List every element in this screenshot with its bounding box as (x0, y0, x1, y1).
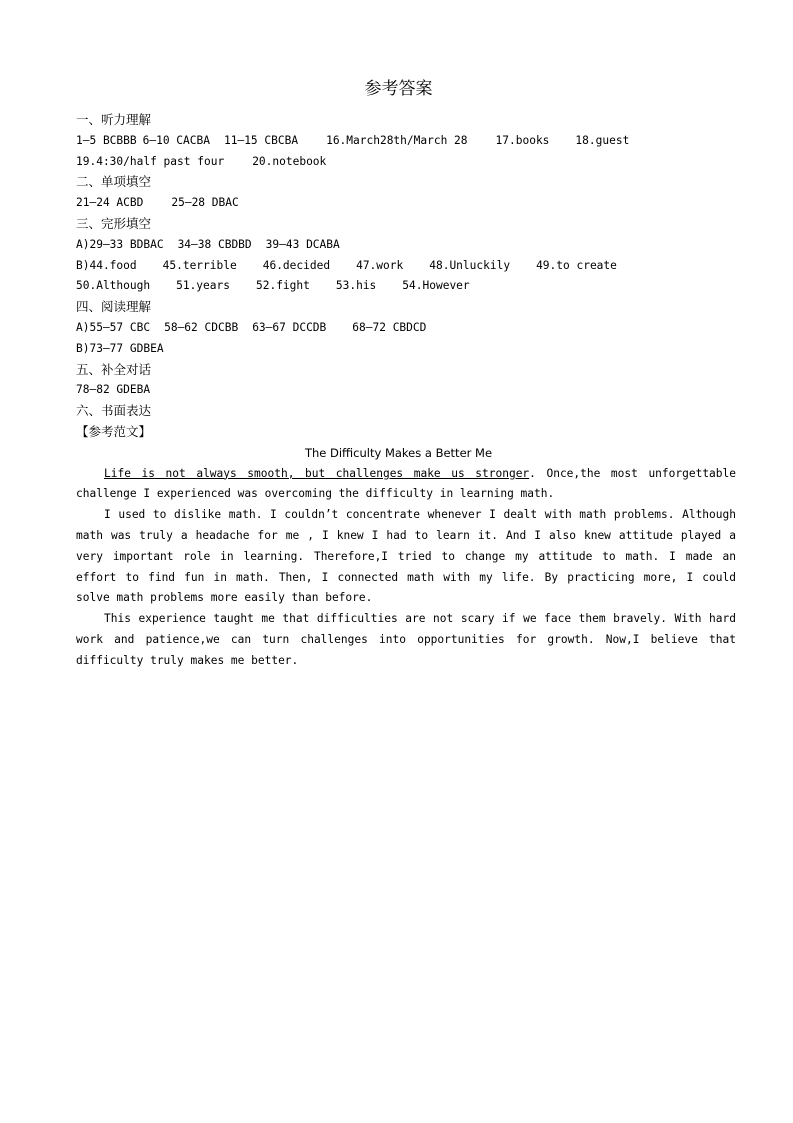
answer-group: 1—5 BCBBB (76, 133, 137, 147)
answer-group: 11—15 CBCBA (223, 133, 299, 147)
essay-paragraph-1 (76, 464, 736, 506)
answer-group: 54.However (402, 279, 470, 293)
answer-group: A)55—57 CBC (76, 320, 151, 334)
answer-line-cloze-b-1 (76, 256, 736, 277)
answer-group: 34—38 CBDBD (177, 237, 252, 251)
answer-line-reading-a (76, 318, 736, 339)
answer-group: 39—43 DCABA (265, 237, 340, 251)
section-heading-writing: 六、书面表达 (76, 403, 152, 419)
answer-group: 51.years (176, 279, 230, 293)
answer-group: 20.notebook (252, 154, 327, 168)
section-heading-reading: 四、阅读理解 (76, 299, 152, 315)
essay-paragraph-3: This experience taught me that difficulties are not scary if we face them bravely. With hard work and patience,we can turn challenges into opportunities for growth. Now,I believe that difficulty truly makes me better. (76, 612, 736, 667)
essay-paragraph-1-rest: . Once,the most unforgettable challenge I experienced was overcoming the difficulty in learning math. (76, 466, 737, 501)
answer-group: 53.his (335, 279, 377, 293)
section-heading-single-choice: 二、单项填空 (76, 174, 152, 190)
answer-group: 45.terrible (162, 258, 237, 272)
answer-group: 58—62 CDCBB (164, 320, 239, 334)
answer-group: 50.Although (76, 279, 151, 293)
answer-group: 63—67 DCCDB (252, 320, 327, 334)
answer-group: 18.guest (575, 133, 630, 147)
answer-group: 19.4:30/half past four (76, 154, 225, 168)
answer-line-cloze-b-2 (76, 276, 736, 297)
answer-group: 46.decided (262, 258, 331, 272)
answer-group: 68—72 CBDCD (352, 320, 427, 334)
answer-group: A)29—33 BDBAC (76, 237, 164, 251)
answer-group: 48.Unluckily (429, 258, 511, 272)
answer-line-single-choice (76, 193, 736, 214)
answer-line-cloze-a (76, 235, 736, 256)
answer-line-reading-b: B)73—77 GDBEA (76, 341, 164, 355)
answer-group: 52.fight (255, 279, 310, 293)
answer-line-dialogue: 78—82 GDEBA (76, 383, 151, 397)
page-title: 参考答案 (364, 79, 433, 99)
answer-group: 16.March28th/March 28 (326, 133, 468, 147)
answer-group: 49.to create (536, 258, 617, 272)
section-heading-cloze: 三、完形填空 (76, 215, 152, 231)
essay-thesis-underlined: Life is not always smooth, but challenges make us stronger (104, 466, 530, 480)
answer-line-listening-1 (76, 131, 736, 152)
answer-group: 6—10 CACBA (142, 133, 210, 147)
answer-group: 17.books (495, 133, 550, 147)
answer-line-listening-2 (76, 152, 736, 173)
answer-group: 47.work (356, 258, 404, 272)
section-heading-listening: 一、听力理解 (76, 112, 152, 127)
answer-content (76, 110, 736, 672)
section-heading-dialogue: 五、补全对话 (76, 361, 152, 377)
answer-group: B)44.food (76, 258, 137, 272)
essay-paragraph-2: I used to dislike math. I couldn’t concentrate whenever I dealt with math problems. Although math was truly a headache for me , I knew I had to learn it. And I also knew attitude played a very important role in learning. Therefore,I tried to change my attitude to math. I made an effort to find fun in math. Then, I connected math with my life. By practicing more, I could solve math problems more easily than before. (76, 508, 736, 605)
answer-group: 21—24 ACBD (76, 196, 144, 210)
essay-title: The Difficulty Makes a Better Me (304, 445, 493, 460)
model-essay-label: 【参考范文】 (76, 423, 152, 439)
answer-group: 25—28 DBAC (171, 196, 239, 210)
